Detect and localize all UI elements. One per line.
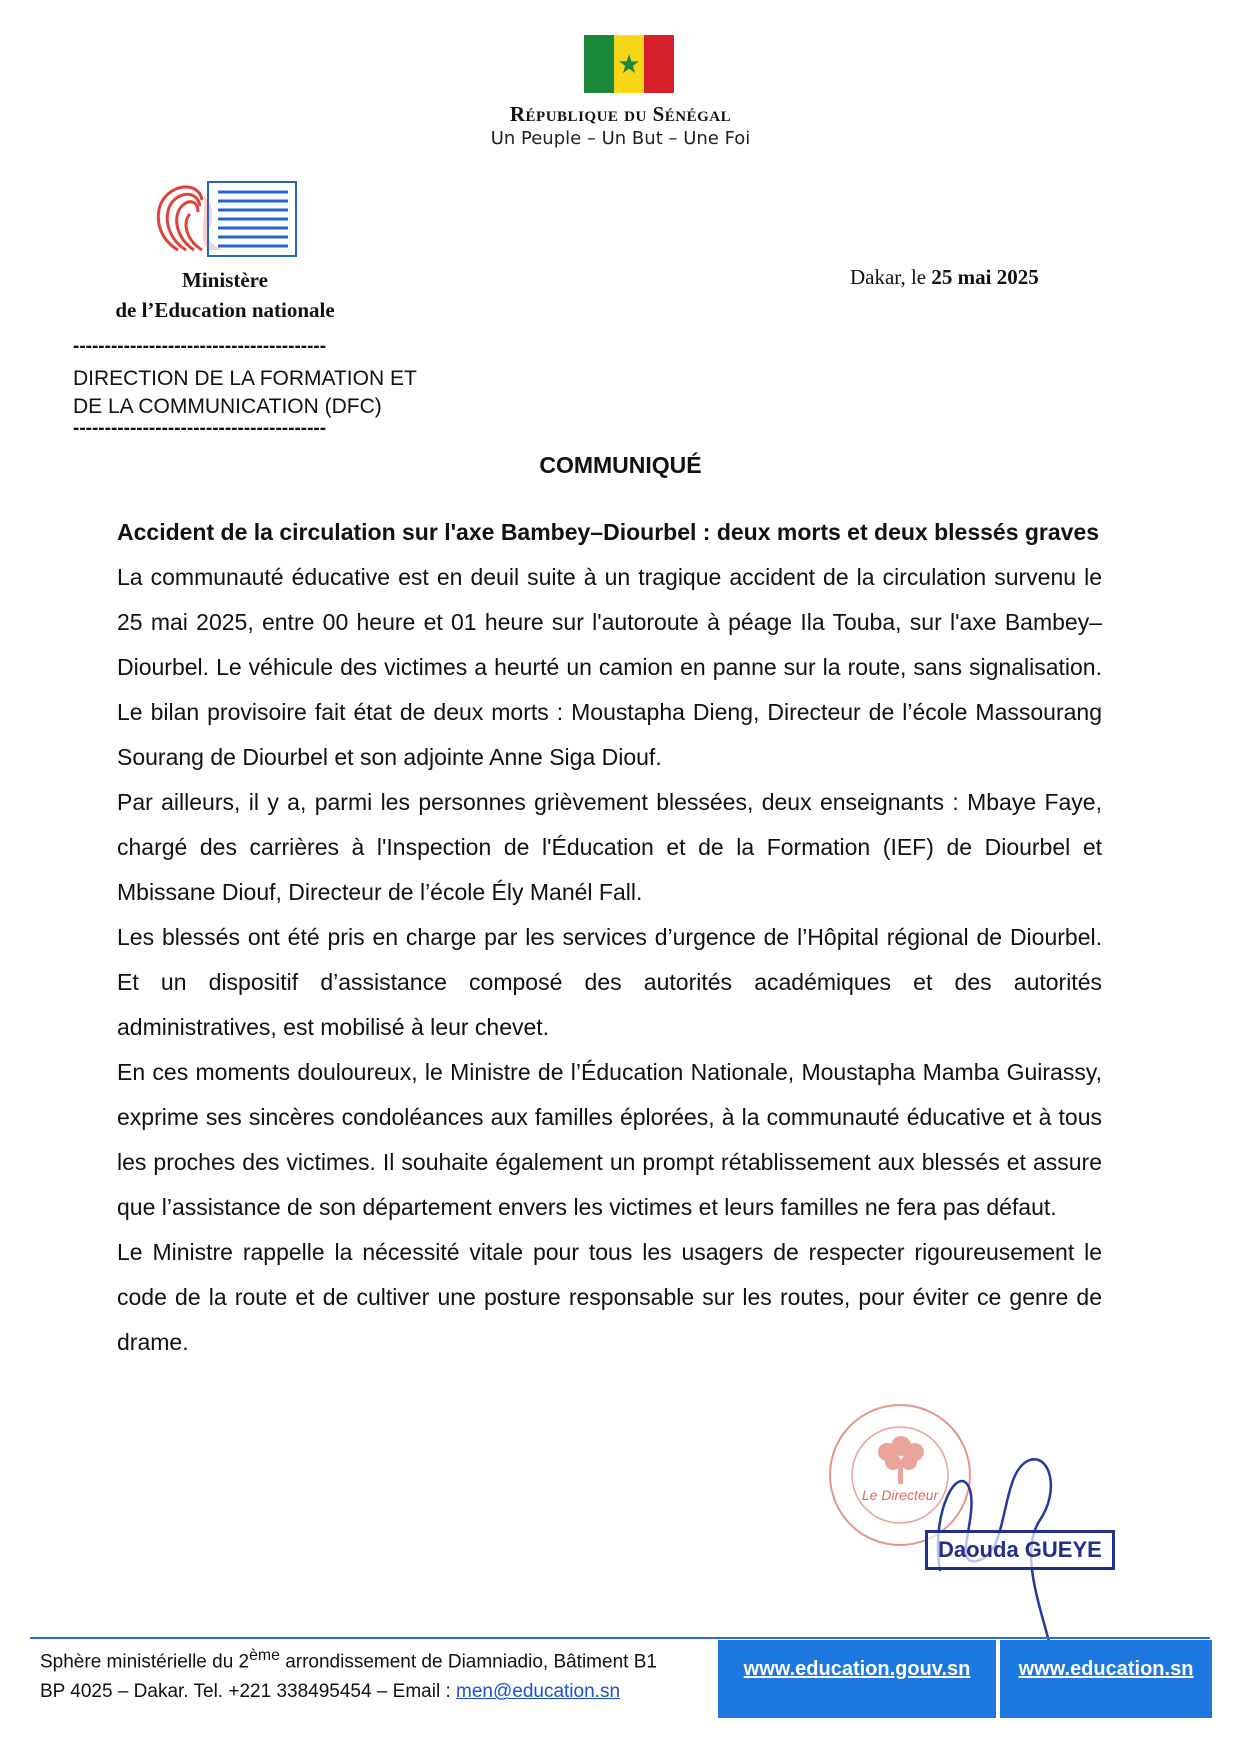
- website-link-label: www.education.sn: [1018, 1658, 1194, 1680]
- paragraph: Par ailleurs, il y a, parmi les personnes grièvement blessées, deux enseignants : Mbaye Faye, chargé des carrières à l'Inspection de l'Éducation et de la Formation (IEF) de Diourbel et Mbissane Diouf, Directeur de l’école Ély Manél Fall.: [117, 789, 1102, 905]
- paragraph: Le Ministre rappelle la nécessité vitale pour tous les usagers de respecter rigoureusement le code de la route et de cultiver une posture responsable sur les routes, pour éviter ce genre de drame.: [117, 1239, 1102, 1355]
- website-link-gouv[interactable]: [718, 1640, 996, 1718]
- address-superscript: ème: [249, 1647, 280, 1664]
- website-link[interactable]: [1000, 1640, 1212, 1718]
- website-link-gouv-label: www.education.gouv.sn: [743, 1658, 971, 1680]
- headline: Accident de la circulation sur l'axe Bambey–Diourbel : deux morts et deux blessés graves: [117, 519, 1100, 545]
- date-value: 25 mai 2025: [931, 265, 1039, 289]
- email-link[interactable]: men@education.sn: [456, 1681, 621, 1703]
- date-line: [850, 265, 1039, 290]
- document-title: COMMUNIQUÉ: [539, 452, 702, 478]
- stamp-label: Le Directeur: [861, 1487, 939, 1503]
- paragraph: La communauté éducative est en deuil suite à un tragique accident de la circulation survenu le 25 mai 2025, entre 00 heure et 01 heure sur l'autoroute à péage Ila Touba, sur l'axe Bambey–Diourbel. Le véhicule des victimes a heurté un camion en panne sur la route, sans signalisation. Le bilan provisoire fait état de deux morts : Moustapha Dieng, Directeur de l’école Massourang Sourang de Diourbel et son adjointe Anne Siga Diouf.: [117, 564, 1102, 770]
- national-motto: Un Peuple – Un But – Une Foi: [490, 128, 751, 149]
- signatory-name: Daouda GUEYE: [925, 1530, 1115, 1570]
- ministry-logo: [148, 178, 298, 258]
- direction-line1: DIRECTION DE LA FORMATION ET: [73, 367, 417, 390]
- separator-bottom: ----------------------------------------: [73, 418, 327, 439]
- footer-address-line2: [40, 1677, 700, 1707]
- republic-title: République du Sénégal: [509, 102, 732, 126]
- paragraph: En ces moments douloureux, le Ministre de l’Éducation Nationale, Moustapha Mamba Guirassy, exprime ses sincères condoléances aux familles éplorées, à la communauté éducative et à tous les proches des victimes. Il souhaite également un prompt rétablissement aux blessés et assure que l’assistance de son département envers les victimes et leurs familles ne fera pas défaut.: [117, 1059, 1102, 1220]
- paragraph: Les blessés ont été pris en charge par les services d’urgence de l’Hôpital régional de Diourbel. Et un dispositif d’assistance composé des autorités académiques et des autorités administratives, est mobilisé à leur chevet.: [117, 924, 1102, 1040]
- star-icon: ★: [617, 49, 641, 79]
- footer-address-line1: [40, 1641, 700, 1677]
- address-text: Sphère ministérielle du 2: [40, 1651, 250, 1673]
- contact-text: BP 4025 – Dakar. Tel. +221 338495454 – Email :: [40, 1681, 457, 1703]
- ministry-name-line2: de l’Education nationale: [115, 298, 335, 322]
- document-body: [117, 510, 1102, 1365]
- direction-name: [73, 365, 417, 421]
- date-prefix: Dakar, le: [850, 265, 932, 289]
- footer-divider: [30, 1637, 1210, 1639]
- ministry-name-line1: Ministère: [182, 268, 268, 292]
- senegal-flag: [584, 35, 674, 93]
- separator-top: ----------------------------------------: [73, 336, 327, 357]
- address-text-cont: arrondissement de Diamniadio, Bâtiment B1: [279, 1651, 657, 1673]
- direction-line2: DE LA COMMUNICATION (DFC): [73, 395, 382, 418]
- footer-address: [40, 1641, 700, 1707]
- ministry-name: [70, 265, 380, 325]
